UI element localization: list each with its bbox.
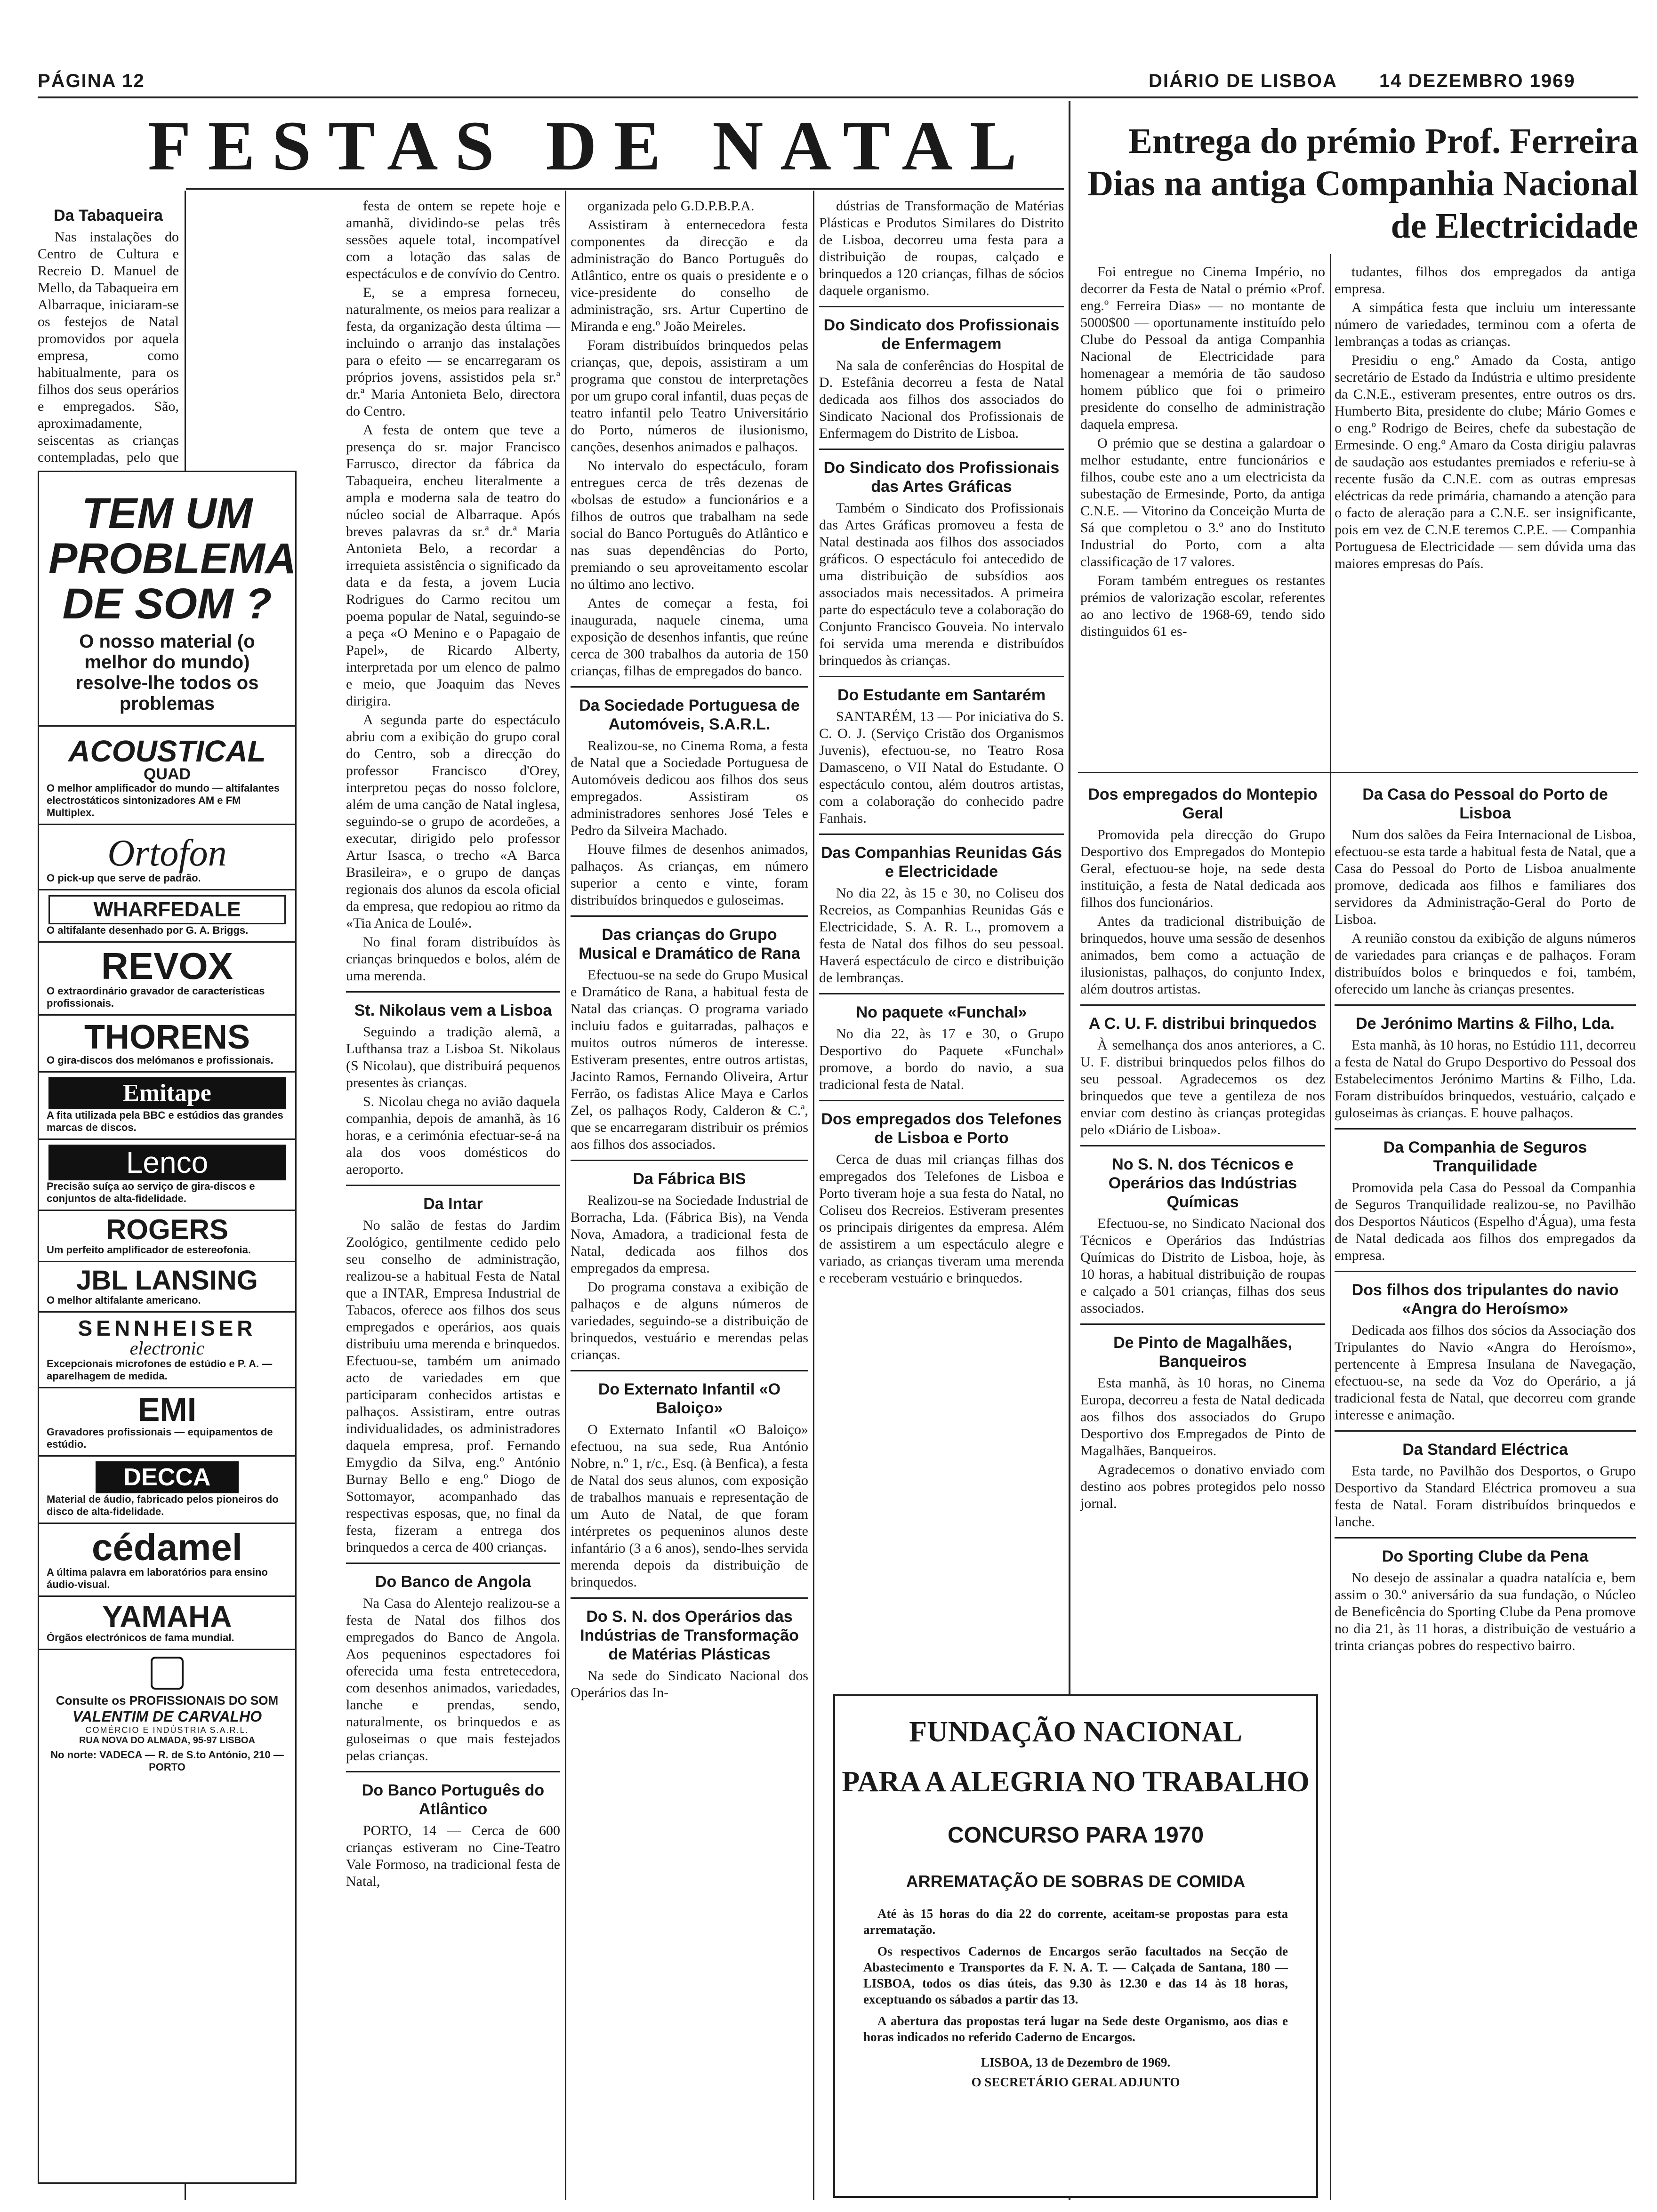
- article: [571, 1160, 808, 1363]
- article-paragraph: S. Nicolau chega no avião daquela companhia, depois de amanhã, às 16 horas, e a cerimónia efectuar-se-á na ala dos voos domésticos do aeroporto.: [346, 1094, 560, 1177]
- ad-subheadline: O nosso material (o melhor do mundo) resolve-lhe todos os problemas: [75, 631, 259, 714]
- article-divider: [346, 1185, 560, 1186]
- right-column-a: [1080, 264, 1325, 772]
- brand-revox: REVOX: [101, 945, 233, 987]
- fnat-notice-box: [833, 1694, 1318, 2198]
- article-heading-dos-empregados-do-montepio-geral: Dos empregados do Montepio Geral: [1088, 785, 1318, 822]
- brand-decca-text: Material de áudio, fabricado pelos pioneiros do disco de alta-fidelidade.: [47, 1493, 279, 1517]
- article-heading-do-banco-de-angola: Do Banco de Angola: [375, 1573, 531, 1591]
- article-paragraph: Nas instalações do Centro de Cultura e Recreio D. Manuel de Mello, da Tabaqueira em Albarraque, iniciaram-se os festejos de Natal promovidos por aquela empresa, como habitualmente, para os filhos dos seus operários e empregados. São, aproximadamente, seiscentas as crianças contempladas, pelo que: [38, 229, 179, 465]
- brand-ortofon-text: O pick-up que serve de padrão.: [47, 872, 201, 884]
- footer-north: No norte: VADECA — R. de S.to António, 210 — PORTO: [50, 1749, 284, 1773]
- brand-yamaha: YAMAHA: [102, 1600, 232, 1634]
- article: [1335, 1004, 1636, 1122]
- article-paragraph: Antes de começar a festa, foi inaugurada, naquele cinema, uma exposição de desenhos infantis, que reúne cerca de 300 trabalhos da autoria de 150 crianças, filhas de empregados do banco.: [571, 595, 808, 679]
- section-rule: [1078, 772, 1638, 773]
- fnat-date: LISBOA, 13 de Dezembro de 1969.: [981, 2055, 1171, 2069]
- brand-jbl-text: O melhor altifalante americano.: [47, 1294, 201, 1306]
- article-heading-st-nikolaus-vem-a-lisboa: St. Nikolaus vem a Lisboa: [354, 1002, 552, 1019]
- article-paragraph: No dia 22, às 15 e 30, no Coliseu dos Recreios, as Companhias Reunidas Gás e Electricidade, S. A. R. L., promovem a festa de Natal dos filhos do seu pessoal. Haverá espectáculo de circo e distribuição de lembranças.: [819, 885, 1064, 986]
- brand-acoustical-text: O melhor amplificador do mundo — altifalantes electrostáticos sintonizadores AM e FM Multiplex.: [47, 782, 280, 818]
- article-heading-dos-empregados-dos-telefones-de-lisboa-e: Dos empregados dos Telefones de Lisboa e Porto: [821, 1110, 1062, 1147]
- article: [819, 676, 1064, 827]
- article: [1335, 1537, 1636, 1654]
- article-heading-a-c-u-f-distribui-brinquedos: A C. U. F. distribui brinquedos: [1088, 1015, 1317, 1033]
- valentim-logo-icon: [151, 1657, 184, 1690]
- article: [1335, 785, 1636, 998]
- header-rule: [38, 96, 1638, 98]
- fnat-subject: ARREMATAÇÃO DE SOBRAS DE COMIDA: [906, 1872, 1246, 1891]
- article-divider: [346, 1771, 560, 1772]
- article-paragraph: Seguindo a tradição alemã, a Lufthansa traz a Lisboa St. Nikolaus (S Nicolau), que distribuirá pequenos presentes às crianças.: [346, 1024, 560, 1090]
- article-paragraph: Foram distribuídos brinquedos pelas crianças, que, depois, assistiram a um programa que constou de interpretações por um grupo coral infantil, duas peças de teatro infantil pelo Teatro Universitário do Porto, números de ilusionismo, canções, desenhos animados e palhaços.: [571, 337, 808, 455]
- sound-equipment-ad: [38, 471, 297, 2184]
- article-paragraph: Assistiram à enternecedora festa componentes da direcção e da administração do Banco Português do Atlântico, entre os quais o presidente e o vice-presidente do conselho de administração, srs. Artur Cupertino de Miranda e eng.º João Meireles.: [571, 217, 808, 334]
- column-separator: [1330, 254, 1331, 2200]
- headline-underline: [186, 188, 1064, 190]
- article: [1080, 1145, 1325, 1317]
- article-column-3: [571, 198, 808, 2193]
- right-headline: Entrega do prémio Prof. Ferreira Dias na antiga Companhia Nacional de Electricidade: [1087, 121, 1638, 246]
- article: [571, 198, 808, 680]
- brand-decca: DECCA: [96, 1461, 239, 1493]
- footer-company: VALENTIM DE CARVALHO: [72, 1708, 262, 1725]
- article-paragraph: Esta manhã, às 10 horas, no Cinema Europa, decorreu a festa de Natal dedicada aos filhos dos associados do Grupo Desportivo dos Empregados de Pinto de Magalhães, Banqueiros.: [1080, 1375, 1325, 1459]
- article-heading-do-sindicato-dos-profissionais-de-enferm: Do Sindicato dos Profissionais de Enfermagem: [823, 316, 1060, 353]
- right-column-b: [1335, 264, 1636, 772]
- article-paragraph: Realizou-se na Sociedade Industrial de Borracha, Lda. (Fábrica Bis), na Venda Nova, Amadora, a tradicional festa de Natal, dedicada aos filhos dos empregados da empresa.: [571, 1193, 808, 1276]
- article-heading-de-pinto-de-magalhaes-banqueiros: De Pinto de Magalhães, Banqueiros: [1113, 1334, 1292, 1370]
- article-paragraph: No dia 22, às 17 e 30, o Grupo Desportivo do Paquete «Funchal» promove, a bordo do navio, a sua tradicional festa de Natal.: [819, 1026, 1064, 1092]
- column-separator: [813, 191, 814, 2200]
- article: [346, 991, 560, 1178]
- article-paragraph: Dedicada aos filhos dos sócios da Associação dos Tripulantes do Navio «Angra do Heroísmo», pertencente à Empresa Insulana de Navegação, efectuou-se, na sede da Voz do Operário, a já tradicional festa de Natal, que decorreu com grande interesse e animação.: [1335, 1322, 1636, 1423]
- article: [1080, 1004, 1325, 1138]
- article-heading-da-casa-do-pessoal-do-porto-de-lisboa: Da Casa do Pessoal do Porto de Lisboa: [1362, 785, 1608, 822]
- article-paragraph: tudantes, filhos dos empregados da antiga empresa.: [1335, 264, 1636, 297]
- article: [571, 915, 808, 1153]
- article-divider: [1335, 1537, 1636, 1539]
- article: [1080, 264, 1325, 640]
- brand-sennheiser-text: Excepcionais microfones de estúdio e P. A. — aparelhagem de medida.: [47, 1358, 273, 1382]
- article: [346, 1771, 560, 1890]
- article-paragraph: No intervalo do espectáculo, foram entregues cerca de três dezenas de «bolsas de estudo» a funcionários e a filhos de outros que trabalham na sede social do Banco Português do Atlântico e nas suas dependências do Porto, premiando o seu aproveitamento escolar no último ano lectivo.: [571, 458, 808, 592]
- article: [1335, 1271, 1636, 1424]
- brand-thorens: THORENS: [84, 1018, 250, 1056]
- article: [819, 834, 1064, 986]
- brand-wharfedale-text: O altifalante desenhado por G. A. Briggs.: [47, 924, 249, 936]
- brand-rogers-text: Um perfeito amplificador de estereofonia.: [47, 1244, 251, 1256]
- article: [571, 1370, 808, 1591]
- issue-date: 14 DEZEMBRO 1969: [1379, 71, 1576, 91]
- article-divider: [571, 1370, 808, 1371]
- article-paragraph: A festa de ontem que teve a presença do sr. major Francisco Farrusco, director da fábrica da Tabaqueira, encheu literalmente a ampla e moderna sala de teatro do núcleo social de Albarraque. Após breves palavras da sr.ª dr.ª Maria Antonieta Belo, a recordar a irrequieta assistência o significado da data e da festa, a jovem Lucia Rodrigues do Carmo recitou um poema popular de Natal, seguindo-se a peça «O Menino e o Papagaio de Papel», de Ricardo Alberty, interpretada por um elenco de palmo e meio, que Joaquim das Neves dirigira.: [346, 422, 560, 709]
- article: [1080, 1323, 1325, 1512]
- article-divider: [1080, 1323, 1325, 1325]
- article-paragraph: No salão de festas do Jardim Zoológico, gentilmente cedido pelo seu conselho de administração, realizou-se a habitual Festa de Natal que a INTAR, Empresa Industrial de Tabacos, oferece aos filhos dos seus empregados e operários, aos quais distribuiu uma merenda e brinquedos. Efectuou-se, também um animado acto de variedades em que participaram conhecidos artistas e palhaços. Assistiram, entre outras individualidades, os administradores daquela empresa, prof. Fernando Emygdio da Silva, eng.º António Burnay Bello e eng.º Diogo de Sottomayor, acompanhado das respectivas esposas, que, no final da festa, fizeram a entrega dos brinquedos a cerca de 400 crianças.: [346, 1218, 560, 1555]
- article-paragraph: Esta tarde, no Pavilhão dos Desportos, o Grupo Desportivo da Standard Eléctrica promoveu a sua festa de Natal. Foram distribuídos brinquedos e lanche.: [1335, 1463, 1636, 1530]
- article-heading-das-companhias-reunidas-gas-e-electricid: Das Companhias Reunidas Gás e Electricidade: [820, 844, 1062, 881]
- article-divider: [819, 306, 1064, 307]
- article-paragraph: O Externato Infantil «O Baloiço» efectuou, na sua sede, Rua António Nobre, n.º 1, r/c., Esq. (à Benfica), a festa de Natal dos seus alunos, com exposição de trabalhos manuais e representação de um Auto de Natal, de que foram intérpretes os pequeninos alunos deste infantário (3 a 6 anos), sendo-lhes servida merenda depois da distribuição de brinquedos.: [571, 1422, 808, 1590]
- article: [571, 686, 808, 909]
- article-column-1: [38, 198, 179, 465]
- brand-emi-text: Gravadores profissionais — equipamentos de estúdio.: [47, 1426, 273, 1450]
- article-column-2: [346, 198, 560, 2193]
- right-column-c: [1080, 777, 1325, 1690]
- article: [819, 306, 1064, 442]
- article-divider: [1335, 1128, 1636, 1130]
- fnat-paragraph-1: Até às 15 horas do dia 22 do corrente, aceitam-se propostas para esta arrematação.: [863, 1907, 1288, 1937]
- article-paragraph: A segunda parte do espectáculo abriu com a exibição do grupo coral do Centro, sob a direcção do professor Francisco d'Orey, interpretou peças do nosso folclore, além de uma canção de Natal inglesa, seguindo-se o grupo de acordeões, a executar, dirigido pelo professor Artur Isasca, o trecho «A Barca Brasileira», e o grupo de danças regionais dos alunos da escola oficial da empresa, que redopiou ao ritmo da «Tia Anica de Loulé».: [346, 712, 560, 931]
- article-heading-do-externato-infantil-o-baloico: Do Externato Infantil «O Baloiço»: [598, 1380, 781, 1417]
- article-divider: [346, 1563, 560, 1564]
- article-paragraph: O prémio que se destina a galardoar o melhor estudante, entre funcionários e filhos, coube este ano a um electricista da subestação de Ermesinde, Porto, da antiga C.N.E. — Vitorino da Conceição Murta de Sá que completou o 3.º ano do Instituto Industrial do Porto, com a alta classificação de 17 valores.: [1080, 435, 1325, 569]
- article-heading-da-standard-electrica: Da Standard Eléctrica: [1402, 1441, 1568, 1459]
- article: [819, 993, 1064, 1093]
- article-paragraph: Foram também entregues os restantes prémios de valorização escolar, referentes ao ano lectivo de 1968-69, tendo sido distinguidos 61 es-: [1080, 573, 1325, 639]
- article-paragraph: Efectuou-se, no Sindicato Nacional dos Técnicos e Operários das Indústrias Químicas do Distrito de Lisboa, hoje, às 10 horas, a habitual distribuição de roupas e calçado a 501 crianças, filhas dos seus associados.: [1080, 1216, 1325, 1316]
- footer-company-type: COMÉRCIO E INDÚSTRIA S.A.R.L.: [85, 1725, 249, 1735]
- brand-revox-text: O extraordinário gravador de características profissionais.: [47, 985, 265, 1009]
- article-heading-da-tabaqueira: Da Tabaqueira: [54, 207, 163, 224]
- article-column-4: [819, 198, 1064, 1690]
- article-paragraph: Agradecemos o donativo enviado com destino aos pobres protegidos pelo nosso jornal.: [1080, 1462, 1325, 1511]
- article: [571, 1597, 808, 1701]
- article-paragraph: Do programa constava a exibição de palhaços e de alguns números de variedades, seguindo-se a distribuição de brinquedos, vestuário e merendas pelas crianças.: [571, 1279, 808, 1362]
- article-paragraph: Efectuou-se na sede do Grupo Musical e Dramático de Rana, a habitual festa de Natal das crianças. O programa variado incluiu fados e guitarradas, palhaços e muitos outros números de interesse. Estiveram presentes, entre outros artistas, Jacinto Ramos, Fernando Oliveira, Artur Ferrão, os fadistas Alice Maya e Carlos Zel, os palhaços Rody, Calderon & C.ª, que se encarregaram distribuir os prémios aos filhos dos associados.: [571, 967, 808, 1152]
- brand-emitape: Emitape: [48, 1077, 286, 1109]
- article-heading-no-paquete-funchal: No paquete «Funchal»: [856, 1003, 1027, 1021]
- article-heading-dos-filhos-dos-tripulantes-do-navio-angr: Dos filhos dos tripulantes do navio «Angra do Heroísmo»: [1351, 1281, 1619, 1318]
- article-paragraph: dústrias de Transformação de Matérias Plásticas e Produtos Similares do Distrito de Lisboa, decorreu uma festa para a distribuição de roupas, calçado e brinquedos a 120 crianças, filhas de sócios daquele organismo.: [819, 198, 1064, 298]
- article-paragraph: No desejo de assinalar a quadra natalícia e, bem assim o 30.º aniversário da sua fundação, o Núcleo de Beneficência do Sporting Clube da Pena promove no dia 21, às 11 horas, a distribuição de vestuário a trinta crianças pobres do respectivo bairro.: [1335, 1570, 1636, 1653]
- article-divider: [571, 1160, 808, 1161]
- article: [819, 198, 1064, 299]
- article: [1335, 264, 1636, 572]
- article-divider: [346, 991, 560, 993]
- brand-rogers: ROGERS: [105, 1214, 229, 1245]
- article: [346, 198, 560, 985]
- article-heading-das-criancas-do-grupo-musical-e-dramatic: Das crianças do Grupo Musical e Dramático de Rana: [579, 926, 800, 962]
- article-paragraph: No final foram distribuídos às crianças brinquedos e bolos, além de uma merenda.: [346, 934, 560, 984]
- ad-headline-2: PROBLEMA: [48, 535, 297, 583]
- article-paragraph: E, se a empresa forneceu, naturalmente, os meios para realizar a festa, da organização desta última — incluindo o arranjo das instalações para o efeito — se encarregaram os próprios jovens, assistidos pela sr.ª dr.ª Maria Antonieta Belo, directora do Centro.: [346, 285, 560, 419]
- brand-thorens-text: O gira-discos dos melómanos e profissionais.: [47, 1054, 273, 1066]
- article-divider: [819, 676, 1064, 677]
- footer-consult: Consulte os PROFISSIONAIS DO SOM: [56, 1693, 279, 1707]
- brand-emi: EMI: [137, 1391, 197, 1428]
- article-heading-da-sociedade-portuguesa-de-automoveis-s-: Da Sociedade Portuguesa de Automóveis, S.A.R.L.: [579, 697, 800, 733]
- article-paragraph: organizada pelo G.D.P.B.P.A.: [587, 198, 755, 214]
- fnat-contest: CONCURSO PARA 1970: [947, 1823, 1204, 1848]
- article-heading-da-companhia-de-seguros-tranquilidade: Da Companhia de Seguros Tranquilidade: [1383, 1138, 1587, 1175]
- article-divider: [571, 686, 808, 688]
- article-paragraph: Na Casa do Alentejo realizou-se a festa de Natal dos filhos dos empregados do Banco de Angola. Aos pequeninos espectadores foi oferecida uma festa entretecedora, com desenhos animados, variedades, lanche e prendas, sendo, naturalmente, os brinquedos e as guloseimas o que mais festejados pelas crianças.: [346, 1595, 560, 1763]
- article-divider: [1335, 1271, 1636, 1272]
- brand-cedamel-text: A última palavra em laboratórios para ensino áudio-visual.: [47, 1566, 268, 1590]
- brand-quad: QUAD: [143, 765, 191, 783]
- brand-jbl-lansing: JBL LANSING: [76, 1265, 258, 1296]
- article-paragraph: Num dos salões da Feira Internacional de Lisboa, efectuou-se esta tarde a habitual festa de Natal, que a Casa do Pessoal do Porto de Lisboa anualmente promove, dedicada aos filhos e familiares dos servidores da Administração-Geral do Porto de Lisboa.: [1335, 827, 1636, 927]
- brand-lenco: Lenco: [48, 1145, 286, 1180]
- article-paragraph: Realizou-se, no Cinema Roma, a festa de Natal que a Sociedade Portuguesa de Automóveis dedicou aos filhos dos seus empregados. Assistiram os administradores senhores José Teles e Pedro da Silveira Machado.: [571, 738, 808, 838]
- brand-wharfedale: WHARFEDALE: [48, 895, 286, 924]
- brand-sennheiser-sub: electronic: [129, 1338, 205, 1359]
- article-paragraph: Também o Sindicato dos Profissionais das Artes Gráficas promoveu a festa de Natal destinada aos filhos dos associados gráficos. O espectáculo foi antecedido de uma distribuição de subsídios aos associados mais necessitados. A primeira parte do espectáculo teve a colaboração do Conjunto Francisco Gouveia. No intervalo foi servida uma merenda e distribuídos brinquedos às crianças.: [819, 500, 1064, 668]
- ad-headline-3: DE SOM ?: [62, 580, 272, 628]
- column-separator: [565, 191, 566, 2200]
- article-paragraph: Houve filmes de desenhos animados, palhaços. As crianças, em número superior a cento e vinte, foram distribuídos brinquedos e guloseimas.: [571, 842, 808, 908]
- fnat-paragraph-2: Os respectivos Cadernos de Encargos serão facultados na Secção de Abastecimento e Transportes da F. N. A. T. — Calçada de Santana, 180 — LISBOA, todos os dias úteis, das 9.30 às 12.30 e das 14 às 18 horas, exceptuando os sábados a partir das 13.: [863, 1944, 1288, 2006]
- article-paragraph: À semelhança dos anos anteriores, a C. U. F. distribui brinquedos pelos filhos do seu pessoal. Agradecemos os dez brinquedos que teve a gentileza de nos enviar com destino às crianças protegidas pelo «Diário de Lisboa».: [1080, 1037, 1325, 1138]
- article-paragraph: Presidiu o eng.º Amado da Costa, antigo secretário de Estado da Indústria e ultimo presidente da C.N.E., estiveram presentes, entre outros os drs. Humberto Bita, presidente do clube; Mário Gomes e o eng.º Rodrigo de Beires, chefe da subestação de Ermesinde. O eng.º Amaro da Costa dirigiu palavras de saudação aos estudantes premiados e referiu-se à recente fusão da C.N.E. com as outras empresas eléctricas da rede primária, chamando a atenção para o facto de aleração para a C.N.E. ser insignificante, pois em vez de C.N.E teremos C.P.E. — Companhia Portuguesa de Electricidade — sem dúvida uma das maiores empresas do País.: [1335, 353, 1636, 571]
- fnat-paragraph-3: A abertura das propostas terá lugar na Sede deste Organismo, aos dias e horas indicados no referido Caderno de Encargos.: [863, 2014, 1288, 2044]
- article-heading-do-s-n-dos-operarios-das-industrias-de-t: Do S. N. dos Operários das Indústrias de Transformação de Matérias Plásticas: [580, 1608, 799, 1663]
- article: [346, 1185, 560, 1556]
- article-paragraph: PORTO, 14 — Cerca de 600 crianças estiveram no Cine-Teatro Vale Formoso, na tradicional festa de Natal,: [346, 1823, 560, 1889]
- page-number: PÁGINA 12: [38, 71, 145, 91]
- brand-emitape-text: A fita utilizada pela BBC e estúdios das grandes marcas de discos.: [47, 1109, 283, 1133]
- fnat-signature: O SECRETÁRIO GERAL ADJUNTO: [971, 2075, 1180, 2089]
- article-paragraph: A reunião constou da exibição de alguns números de variedades para crianças e de palhaços. Foram distribuídos bolos e brinquedos e foi, também, oferecido um lanche às crianças presentes.: [1335, 930, 1636, 997]
- article-divider: [1335, 1004, 1636, 1006]
- brand-ortofon: Ortofon: [107, 833, 227, 874]
- article-heading-do-estudante-em-santarem: Do Estudante em Santarém: [837, 686, 1046, 704]
- main-headline: FESTAS DE NATAL: [148, 107, 1034, 185]
- article-divider: [1080, 1004, 1325, 1006]
- footer-address: RUA NOVA DO ALMADA, 95-97 LISBOA: [79, 1735, 256, 1746]
- brand-acoustical: ACOUSTICAL: [68, 734, 266, 768]
- article-paragraph: festa de ontem se repete hoje e amanhã, dividindo-se pelas três sessões aquele total, incompatível com a lotação das salas de espectáculos e de convívio do Centro.: [346, 198, 560, 281]
- article-heading-do-sindicato-dos-profissionais-das-artes: Do Sindicato dos Profissionais das Artes Gráficas: [823, 459, 1060, 496]
- article-paragraph: A simpática festa que incluiu um interessante número de variedades, terminou com a oferta de lembranças a todas as crianças.: [1335, 300, 1636, 349]
- article: [38, 206, 179, 483]
- brand-cedamel: cédamel: [91, 1526, 243, 1568]
- article-paragraph: SANTARÉM, 13 — Por iniciativa do S. C. O. J. (Serviço Cristão dos Organismos Juvenis), efectuou-se, no Teatro Rosa Damasceno, o VII Natal do Estudante. O espectáculo contou, além doutros artistas, com a colaboração do conhecido padre Fanhais.: [819, 709, 1064, 826]
- article: [346, 1563, 560, 1764]
- article-divider: [819, 449, 1064, 450]
- article: [819, 449, 1064, 669]
- article-paragraph: Na sede do Sindicato Nacional dos Operários das In-: [571, 1668, 808, 1700]
- article-divider: [819, 993, 1064, 994]
- article-divider: [1080, 1145, 1325, 1146]
- article-paragraph: Na sala de conferências do Hospital de D. Estefânia decorreu a festa de Natal dedicada aos filhos dos associados do Sindicato Nacional dos Profissionais de Enfermagem do Distrito de Lisboa.: [819, 358, 1064, 441]
- article-divider: [819, 1100, 1064, 1101]
- article-divider: [571, 1597, 808, 1599]
- article-heading-no-s-n-dos-tecnicos-e-operarios-das-indu: No S. N. dos Técnicos e Operários das Indústrias Químicas: [1108, 1155, 1297, 1211]
- article-paragraph: Antes da tradicional distribuição de brinquedos, houve uma sessão de desenhos animados, bem como a actuação de ilusionistas, palhaços, do conjunto Index, além doutros artistas.: [1080, 914, 1325, 997]
- right-column-d: [1335, 777, 1636, 2193]
- article-paragraph: Foi entregue no Cinema Império, no decorrer da Festa de Natal o prémio «Prof. eng.º Ferreira Dias» — no montante de 5000$00 — oportunamente instituído pelo Clube do Pessoal da antiga Companhia Nacional de Electricidade para homenagear a memória de tão saudoso homem público que foi o primeiro presidente do conselho de administração daquela empresa.: [1080, 264, 1325, 432]
- article-divider: [819, 834, 1064, 835]
- brand-sennheiser: SENNHEISER: [78, 1316, 257, 1340]
- article: [1335, 1128, 1636, 1264]
- article-divider: [571, 915, 808, 917]
- article-heading-da-fabrica-bis: Da Fábrica BIS: [633, 1170, 746, 1188]
- article-heading-do-sporting-clube-da-pena: Do Sporting Clube da Pena: [1382, 1547, 1589, 1565]
- article-heading-de-jeronimo-martins-filho-lda: De Jerónimo Martins & Filho, Lda.: [1356, 1015, 1615, 1033]
- article-heading-do-banco-portugues-do-atlantico: Do Banco Português do Atlântico: [362, 1781, 545, 1818]
- brand-yamaha-text: Órgãos electrónicos de fama mundial.: [47, 1632, 234, 1643]
- brand-lenco-text: Precisão suíça ao serviço de gira-discos e conjuntos de alta-fidelidade.: [47, 1180, 255, 1204]
- ad-headline-1: TEM UM: [81, 489, 253, 537]
- fnat-title-1: FUNDAÇÃO NACIONAL: [909, 1716, 1242, 1748]
- newspaper-name: DIÁRIO DE LISBOA: [1149, 71, 1337, 91]
- article: [1335, 1430, 1636, 1531]
- article: [819, 1100, 1064, 1287]
- article-paragraph: Promovida pela Casa do Pessoal da Companhia de Seguros Tranquilidade realizou-se, no Pavilhão dos Desportos Náuticos (Espelho d'Água), uma festa de Natal dedicada aos filhos dos empregados da empresa.: [1335, 1180, 1636, 1263]
- fnat-title-2: PARA A ALEGRIA NO TRABALHO: [842, 1766, 1310, 1798]
- article: [1080, 785, 1325, 998]
- article-paragraph: Promovida pela direcção do Grupo Desportivo dos Empregados do Montepio Geral, efectuou-se hoje, na sede desta instituição, a festa de Natal dedicada aos filhos dos funcionários.: [1080, 827, 1325, 910]
- article-divider: [1335, 1430, 1636, 1432]
- article-paragraph: Cerca de duas mil crianças filhas dos empregados dos Telefones de Lisboa e Porto tiveram hoje a sua festa do Natal, no Coliseu dos Recreios. Estiveram presentes os principais dirigentes da empresa. Além de assistirem a um espectáculo alegre e variado, as crianças tiveram uma merenda e receberam vestuário e brinquedos.: [819, 1152, 1064, 1286]
- article-heading-da-intar: Da Intar: [423, 1195, 483, 1213]
- article-paragraph: Esta manhã, às 10 horas, no Estúdio 111, decorreu a festa de Natal do Grupo Desportivo do Pessoal dos Estabelecimentos Jerónimo Martins & Filho, Lda. Foram distribuídos brinquedos, vestuário, calçado e guloseimas às crianças. E houve palhaços.: [1335, 1037, 1636, 1121]
